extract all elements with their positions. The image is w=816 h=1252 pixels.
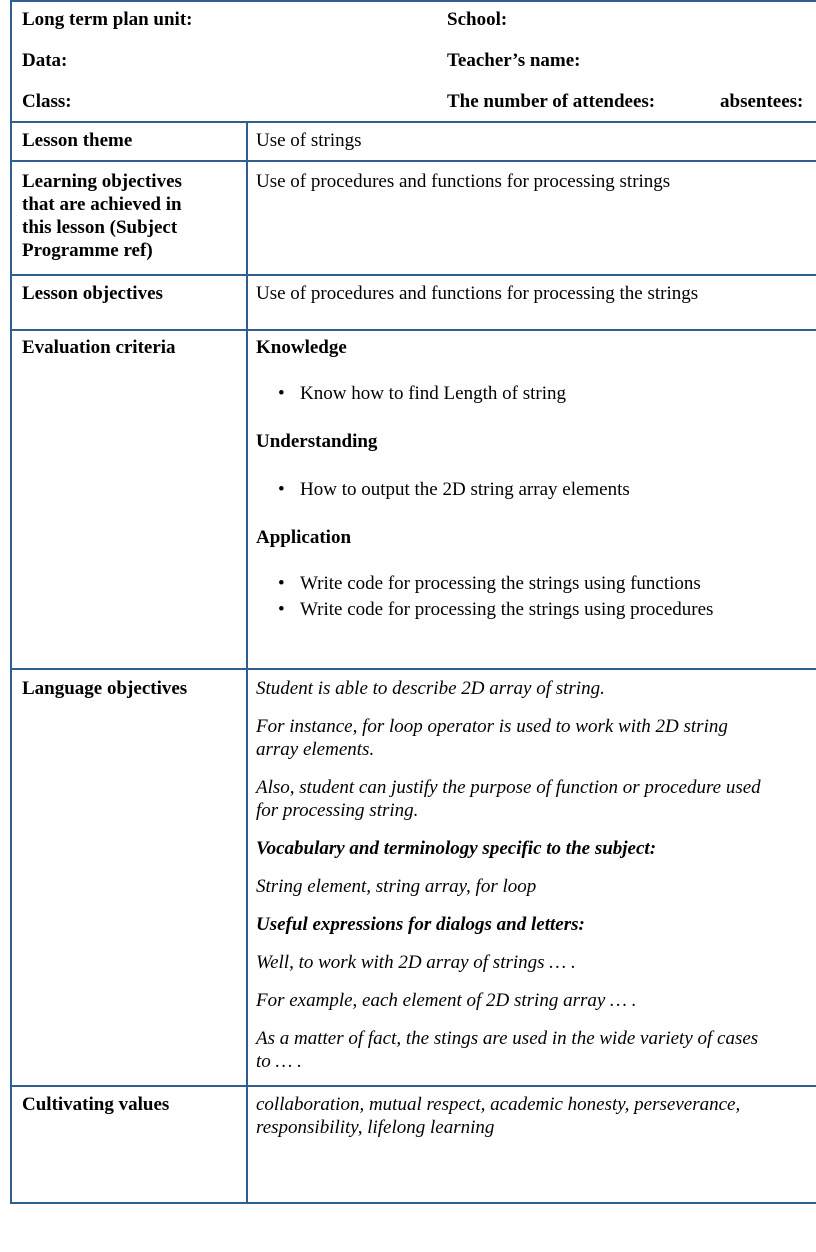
knowledge-heading: Knowledge bbox=[256, 337, 347, 358]
language-objective-line: For instance, for loop operator is used to work with 2D string bbox=[256, 716, 728, 737]
expression-line: As a matter of fact, the stings are used in the wide variety of cases bbox=[256, 1028, 759, 1049]
bullet-icon: • bbox=[278, 479, 285, 500]
language-objective-line: for processing string. bbox=[256, 800, 419, 821]
evaluation-criteria-label: Evaluation criteria bbox=[22, 337, 176, 358]
language-objective-line: Also, student can justify the purpose of function or procedure used bbox=[256, 777, 761, 798]
row-divider bbox=[12, 160, 816, 162]
long-term-plan-unit-label: Long term plan unit: bbox=[22, 9, 193, 30]
language-objectives-content bbox=[246, 677, 816, 1073]
expressions-heading: Useful expressions for dialogs and letters: bbox=[256, 914, 585, 935]
lesson-plan-table bbox=[10, 0, 816, 1204]
application-item-text: Write code for processing the strings using procedures bbox=[300, 599, 714, 620]
understanding-item-text: How to output the 2D string array elements bbox=[300, 479, 630, 500]
cultivating-values-line: collaboration, mutual respect, academic honesty, perseverance, bbox=[256, 1094, 741, 1115]
cultivating-values-label: Cultivating values bbox=[22, 1094, 170, 1115]
learning-objectives-label-line: Learning objectives bbox=[22, 171, 182, 192]
expression-line: For example, each element of 2D string array … . bbox=[256, 990, 637, 1011]
language-objective-line: array elements. bbox=[256, 739, 375, 760]
class-label: Class: bbox=[22, 91, 72, 112]
learning-objectives-label-line: Programme ref) bbox=[22, 240, 153, 261]
knowledge-item-text: Know how to find Length of string bbox=[300, 383, 566, 404]
understanding-item bbox=[278, 478, 630, 501]
lesson-theme-label: Lesson theme bbox=[22, 130, 133, 151]
school-label: School: bbox=[447, 9, 508, 30]
understanding-heading: Understanding bbox=[256, 431, 378, 452]
vocabulary-heading: Vocabulary and terminology specific to the subject: bbox=[256, 838, 657, 859]
application-item-text: Write code for processing the strings using functions bbox=[300, 573, 701, 594]
attendees-label: The number of attendees: bbox=[447, 91, 656, 112]
application-item bbox=[278, 598, 713, 621]
language-objective-line: Student is able to describe 2D array of string. bbox=[256, 678, 605, 699]
vocabulary-text: String element, string array, for loop bbox=[256, 876, 537, 897]
learning-objectives-label-line: that are achieved in bbox=[22, 194, 182, 215]
teacher-name-label: Teacher’s name: bbox=[447, 50, 581, 71]
application-heading: Application bbox=[256, 527, 352, 548]
cultivating-values-content bbox=[256, 1093, 740, 1139]
lesson-objectives-label: Lesson objectives bbox=[22, 283, 163, 304]
bullet-icon: • bbox=[278, 573, 285, 594]
language-objectives-label: Language objectives bbox=[22, 678, 188, 699]
lesson-objectives-value: Use of procedures and functions for processing the strings bbox=[256, 283, 699, 304]
row-divider bbox=[12, 274, 816, 276]
row-divider bbox=[12, 121, 816, 123]
expression-line: Well, to work with 2D array of strings … . bbox=[256, 952, 576, 973]
expression-line: to … . bbox=[256, 1051, 302, 1072]
bullet-icon: • bbox=[278, 383, 285, 404]
knowledge-item bbox=[278, 382, 566, 405]
application-item bbox=[278, 572, 701, 595]
row-divider bbox=[12, 329, 816, 331]
cultivating-values-line: responsibility, lifelong learning bbox=[256, 1117, 495, 1138]
row-divider bbox=[12, 668, 816, 670]
learning-objectives-label-line: this lesson (Subject bbox=[22, 217, 178, 238]
absentees-label: absentees: bbox=[720, 91, 804, 112]
learning-objectives-label bbox=[22, 170, 242, 262]
learning-objectives-value: Use of procedures and functions for processing strings bbox=[256, 171, 671, 192]
lesson-theme-value: Use of strings bbox=[256, 130, 362, 151]
row-divider bbox=[12, 1085, 816, 1087]
bullet-icon: • bbox=[278, 599, 285, 620]
data-label: Data: bbox=[22, 50, 68, 71]
